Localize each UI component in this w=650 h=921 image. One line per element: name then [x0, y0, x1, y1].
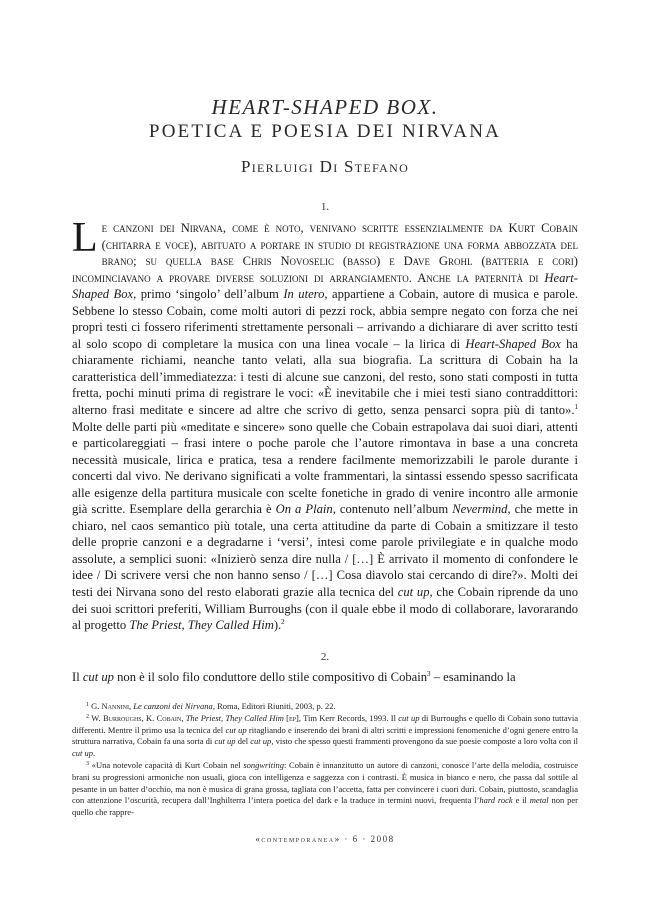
song-title: Heart-Shaped Box	[72, 270, 578, 302]
text-run: ha chiaramente richiami, neanche tanto velati, alla sua biografia. La scrittura di Cobain ha la caratteristica dell’immediatezza: i testi di alcune sue canzoni, del resto, sono stati composti in tutta fretta, pochi minuti prima di registrare le voci: «È inevitabile che i miei testi siano contraddittori: alterno frasi meditate e sincere ad altre che scrivo di getto, senza pensarci sopra più di tanto».	[72, 336, 578, 418]
footnote-2	[72, 713, 578, 760]
genre-term: metal	[529, 795, 549, 806]
footnote-book-title: Le canzoni dei Nirvana	[133, 701, 213, 711]
title-line-1: HEART-SHAPED BOX.	[211, 95, 439, 119]
text-run: , appartiene a Cobain, autore di musica e parole. Sebbene lo stesso Cobain, come molti autori di pezzi rock, abbia sempre negato con forza che nei propri testi ci fossero riferimenti strettamente personali – arrivando a dichiarare di aver scritto testi al solo scopo di completare la musica con una linea vocale – la lirica di	[72, 287, 578, 351]
technique-term: cut up	[397, 585, 430, 600]
author-name: Pierluigi Di Stefano	[240, 157, 410, 176]
technique-term: cut up	[225, 724, 247, 735]
text-run: ,	[128, 701, 134, 711]
text-run: , primo ‘singolo’ dell’album	[133, 287, 284, 302]
footnote-ref-2: 2	[281, 618, 285, 627]
technique-term: cut up	[250, 736, 272, 747]
issue-number: 6	[352, 834, 359, 844]
text-run: ritagliando e inserendo dei brani di altri scritti e impressioni fenomeniche d’ogni genere entro la struttura narrativa, Cobain fa una sorta di	[72, 724, 578, 747]
song-title: On a Plain	[275, 502, 333, 517]
technique-term: cut up	[398, 712, 420, 723]
separator: ·	[340, 834, 353, 844]
text-run: , che Cobain riprende da uno dei suoi scrittori preferiti, William Burroughs (con il quale ebbe il modo di collaborare, lavorarando al progetto	[72, 585, 578, 633]
footnote-author: G. Nannini	[91, 701, 129, 711]
section-1-paragraph	[72, 215, 578, 634]
year: 2008	[370, 834, 395, 844]
song-title: Heart-Shaped Box	[465, 336, 561, 351]
text-run: , Roma, Editori Riuniti, 2003, p. 22.	[212, 701, 336, 711]
section-2-paragraph	[72, 669, 578, 686]
text-run: .	[93, 748, 96, 759]
text-run: [	[283, 712, 289, 723]
footnote-1	[72, 701, 578, 713]
album-title: In utero	[283, 287, 325, 302]
footnote-work-title: The Priest, They Called Him	[185, 712, 284, 723]
project-title: The Priest, They Called Him	[129, 618, 274, 633]
footnote-number: 3	[86, 760, 89, 767]
album-title: Nevermind	[452, 502, 508, 517]
text-run: , visto che spesso questi frammenti provengono da sue poesie composte a loro volta con il	[271, 736, 578, 747]
journal-name: «contemporanea»	[255, 834, 341, 844]
text-run: ], Tim Kerr Records, 1993. Il	[296, 712, 399, 723]
text-run: non è il solo filo conduttore dello stile compositivo di Cobain	[113, 670, 428, 684]
text-run: e canzoni dei Nirvana, come è noto, venivano scritte essenzialmente da Kurt Cobain (chitarra e voce), abituato a portare in studio di registrazione una forma abbozzata del brano; su quella base Chris Novoselic (basso) e Dave Grohl (batteria e cori) incominciavano a provare diverse soluzioni di arrangiamento. Anche la paternità di	[72, 221, 578, 285]
section-1-number: 1.	[320, 201, 330, 213]
text-run: del	[235, 736, 251, 747]
text-run: : Cobain è innanzitutto un autore di canzoni, conosce l’arte della melodia, costruisce brani su progressioni armoniche non usuali, gioca con intelligenza e saggezza con i contrasti. È musica in bianco e nero, che passa dal sottile al pesante in un batter d’occhio, ma non è musica di grana grossa, tagliata con l’accetta, fatta per convincere i cuori duri. Cobain, piuttosto, scandaglia con attenzione l’oscurità, recupera dall’Inghilterra l’intera poetica del dark e la traduce in termini nuovi, frequenta l’	[72, 759, 578, 806]
text-run: – esaminando la	[430, 670, 516, 684]
separator: ·	[358, 834, 371, 844]
format-label: ep	[288, 712, 296, 723]
footnotes	[72, 701, 578, 819]
text-run: «Una notevole capacità di Kurt Cobain nel	[89, 759, 244, 770]
text-run: Molte delle parti più «meditate e sincere» sono quelle che Cobain estrapolava dai suoi diari, attenti e particolareggiati – frasi intere o poche parole che l’autore rimontava in base a una concreta necessità musicale, lirica e pratica, tesa a rendere facilmente memorizzabili le parole durante i concerti dal vivo. Ne derivano significati a volte frammentari, la sintassi essendo spesso sacrificata alle esigenze della partitura musicale con scelte fonetiche in grado di venire incontro alle armonie già scritte. Esemplare della gerarchia è	[72, 419, 578, 517]
text-run: , che mette in chiaro, nel caos semantico più totale, una certa attitudine da parte di Cobain a smitizzare il testo delle proprie canzoni e a degradarne i ‘versi’, intesi come parole privilegiate e in qualche modo assolute, a semplici suoni: «Inizierò senza dire nulla / […] È arrivato il momento di confondere le idee / Di scrivere versi che non hanno senso / […] Cosa diavolo stai cercando di dire?». Molti dei testi dei Nirvana sono del resto elaborati grazie alla tecnica del	[72, 502, 578, 600]
title-line-2: POETICA E POESIA DEI NIRVANA	[148, 121, 502, 142]
genre-term: hard rock	[479, 795, 513, 806]
technique-term: cut up	[82, 670, 114, 684]
text-run: ,	[181, 712, 186, 723]
footnote-number: 2	[86, 713, 89, 720]
page-footer	[0, 834, 650, 844]
text-run: e il	[512, 795, 530, 806]
footnote-number: 1	[86, 702, 89, 708]
text-run: ).	[273, 618, 282, 633]
footnote-3	[72, 760, 578, 819]
technique-term: cut up	[214, 736, 236, 747]
technique-term: cut up	[72, 748, 94, 759]
footnote-ref-1: 1	[574, 403, 578, 412]
term: songwriting	[243, 759, 284, 770]
text-run: , contenuto nell’album	[332, 502, 453, 517]
footnote-author: W. Burroughs, K. Cobain	[91, 712, 182, 723]
footnote-ref-3: 3	[427, 670, 431, 678]
drop-cap: L	[72, 215, 98, 261]
section-2-number: 2.	[320, 651, 330, 663]
text-run: Il	[72, 670, 83, 684]
text-run: non per quello che rappre-	[72, 795, 578, 818]
text-run: di Burroughs e quello di Cobain sono tuttavia differenti. Mentre il primo usa la tecnica del	[72, 712, 579, 735]
